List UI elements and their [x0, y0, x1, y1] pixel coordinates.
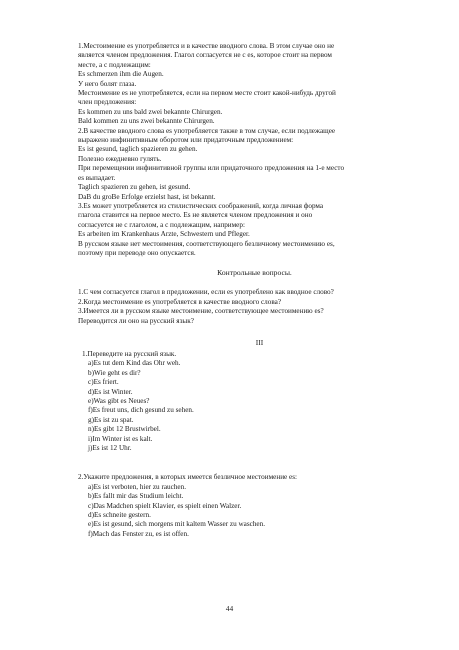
exercise-item: d)Es schneite gestern.: [88, 511, 151, 520]
text-line: 2.В качестве вводного слова es употребляется также в том случае, если подлежащее: [78, 126, 336, 135]
exercise-item: e)Was gibt es Neues?: [88, 397, 150, 405]
question-item: 3.Имеется ли в русском языке местоимение, соответствующее местоимению es?: [78, 307, 324, 316]
exercise-2: [78, 473, 431, 539]
exercise-title: 1.Переведите на русский язык.: [82, 349, 177, 358]
exercise-1: [78, 350, 431, 453]
exercise-item: c)Es friert.: [88, 378, 119, 387]
page-number: 44: [225, 604, 234, 613]
question-item: 1.С чем согласуется глагол в предложении, если es употреблено как вводное слово?: [78, 288, 334, 297]
exercise-item: n)Es gibt 12 Brustwirbel.: [88, 425, 161, 434]
exercise-item: f)Mach das Fenster zu, es ist offen.: [88, 529, 189, 538]
text-line: 1.Местоимение es употребляется и в качестве вводного слова. В этом случае оно не: [78, 42, 335, 50]
exercise-item: e)Es ist gesund, sich morgens mit kaltem Wasser zu waschen.: [88, 520, 266, 529]
text-line: месте, а с подлежащим:: [78, 60, 151, 69]
exercise-item: j)Es ist 12 Uhr.: [88, 444, 132, 453]
text-line: Местоимение es не употребляется, если на первом месте стоит какой-нибудь другой: [78, 89, 336, 98]
text-line: согласуется не с глаголом, а с подлежащим, например:: [78, 220, 245, 229]
text-line: выражено инфинитивным оборотом или придаточным предложением:: [78, 136, 294, 145]
section-numeral: III: [255, 337, 264, 347]
example-sentence: Es kommen zu uns bald zwei bekannte Chirurgen.: [78, 107, 223, 116]
exercise-item: g)Es ist zu spat.: [88, 415, 134, 424]
exercise-item: b)Wie geht es dir?: [88, 368, 141, 377]
example-sentence: Es schmerzen ihm die Augen.: [78, 70, 164, 79]
text-line: поэтому при переводе оно опускается.: [78, 248, 196, 257]
translation-line: У него болят глаза.: [78, 79, 137, 88]
text-line: es выпадает.: [78, 173, 116, 182]
example-sentence: Bald kommen zu uns zwei bekannte Chirurgen.: [78, 117, 215, 126]
control-questions: [78, 288, 431, 326]
text-line: В русском языке нет местоимения, соответствующего безличному местоимению es,: [78, 239, 335, 248]
control-questions-heading: Контрольные вопросы.: [217, 268, 292, 278]
text-line: При перемещении инфинитивной группы или придаточного предложения на 1-е место: [78, 164, 345, 173]
text-line: глагола ставится на первое место. Es не является членом предложения и оно: [78, 211, 313, 220]
example-sentence: DaB du groBe Erfolge erzielst hast, ist bekannt.: [78, 192, 216, 201]
example-sentence: Es ist gesund, taglich spazieren zu gehen.: [78, 145, 198, 154]
exercise-item: i)Im Winter ist es kalt.: [88, 434, 153, 443]
text-line: 3.Es может употребляется из стилистических соображений, когда личная форма: [78, 201, 324, 210]
exercise-item: c)Das Madchen spielt Klavier, es spielt einen Walzer.: [88, 501, 242, 510]
exercise-item: d)Es ist Winter.: [88, 387, 133, 396]
exercise-item: a)Es tut dem Kind das Ohr weh.: [88, 359, 181, 368]
grammar-explanation: [78, 42, 431, 258]
question-item: Переводится ли оно на русский язык?: [78, 316, 194, 325]
example-sentence: Es arbeiten im Krankenhaus Arzte, Schwestern und Pfleger.: [78, 230, 250, 239]
text-line: член предложения:: [78, 98, 137, 107]
question-item: 2.Когда местоимение es употребляется в качестве вводного слова?: [78, 297, 282, 306]
exercise-item: b)Es fallt mir das Studium leicht.: [88, 492, 184, 501]
translation-line: Полезно ежедневно гулять.: [78, 154, 162, 163]
example-sentence: Taglich spazieren zu gehen, ist gesund.: [78, 183, 191, 192]
exercise-title: 2.Укажите предложения, в которых имеется безличное местоимение es:: [78, 473, 298, 482]
text-line: является членом предложения. Глагол согласуется не с es, которое стоит на первом: [78, 51, 332, 60]
exercise-item: f)Es freut uns, dich gesund zu sehen.: [88, 406, 194, 415]
exercise-item: a)Es ist verboten, hier zu rauchen.: [88, 482, 186, 491]
